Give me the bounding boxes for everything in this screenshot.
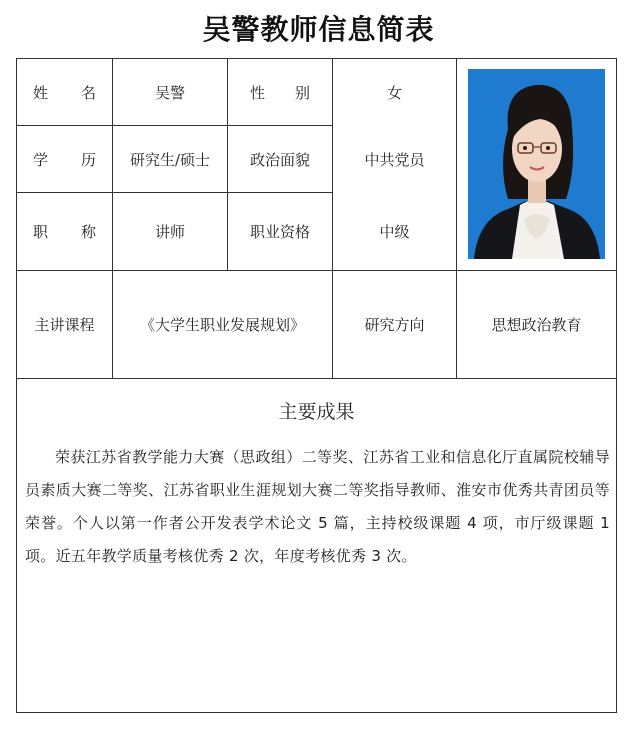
achievements-text: 荣获江苏省教学能力大赛（思政组）二等奖、江苏省工业和信息化厅直属院校辅导员素质大赛二等奖、江苏省职业生涯规划大赛二等奖指导教师、淮安市优秀共青团员等荣誉。个人以第一作者公开发表学术论文 5 篇，主持校级课题 4 项，市厅级课题 1 项。近五年教学质量考核优秀 2 次，年度考核优秀 3 次。 — [25, 448, 610, 565]
education-label — [17, 126, 112, 192]
course-label: 主讲课程 — [34, 316, 95, 334]
gender-value: 女 — [386, 83, 402, 102]
qualification-value: 中级 — [379, 223, 410, 241]
title-label-char: 称 — [80, 223, 96, 241]
gender-label — [228, 59, 332, 125]
education-label-char: 学 — [33, 150, 49, 169]
gender-label-char: 别 — [294, 83, 310, 102]
education-value: 研究生/硕士 — [129, 150, 211, 169]
research-value: 思想政治教育 — [491, 316, 582, 334]
teacher-photo — [468, 69, 605, 259]
row-divider — [17, 378, 616, 379]
qualification-label: 职业资格 — [249, 223, 310, 241]
name-label-char: 名 — [80, 83, 96, 102]
achievements-heading: 主要成果 — [278, 401, 355, 423]
education-label-char: 历 — [80, 150, 96, 169]
title-value: 讲师 — [154, 223, 185, 241]
name-label-char: 姓 — [33, 83, 49, 102]
title-label — [17, 193, 112, 270]
course-value: 《大学生职业发展规划》 — [139, 316, 305, 334]
page-title: 吴警教师信息简表 — [202, 13, 435, 46]
title-label-char: 职 — [33, 223, 49, 241]
political-value: 中共党员 — [364, 150, 425, 169]
research-label: 研究方向 — [364, 316, 425, 334]
name-label — [17, 59, 112, 125]
info-table — [16, 58, 617, 713]
gender-label-char: 性 — [250, 83, 266, 102]
political-label: 政治面貌 — [249, 150, 310, 169]
name-value: 吴警 — [154, 83, 185, 102]
